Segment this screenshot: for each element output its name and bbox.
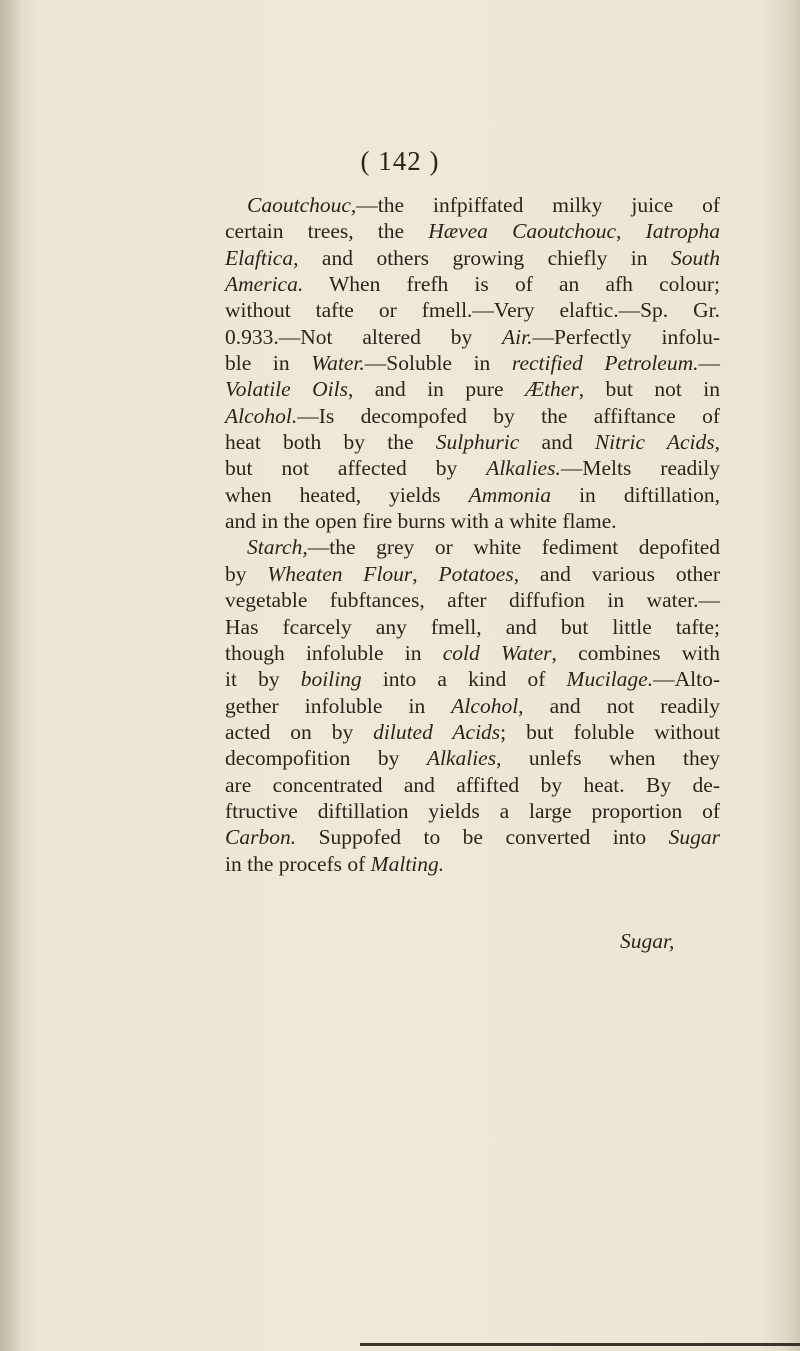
text-run: —Perfectly infolu- bbox=[532, 324, 720, 349]
body-text bbox=[225, 192, 720, 877]
text-run: , bbox=[616, 219, 646, 244]
italic-term: Air. bbox=[502, 324, 533, 349]
italic-term: Potatoes bbox=[438, 561, 514, 586]
text-run: it by bbox=[225, 667, 301, 692]
italic-term: Nitric Acids bbox=[594, 430, 715, 455]
page-gutter-shadow bbox=[0, 0, 22, 1351]
text-run: in diftillation, bbox=[551, 482, 720, 507]
text-run: vegetable fubftances, after diffufion in water.— bbox=[225, 588, 720, 613]
text-line bbox=[225, 271, 720, 297]
text-run: , and not readily bbox=[518, 693, 720, 718]
text-line bbox=[225, 429, 720, 455]
text-run: , bbox=[412, 561, 439, 586]
text-run: ; but foluble without bbox=[500, 719, 721, 744]
text-run: —Melts readily bbox=[560, 456, 720, 481]
italic-term: Starch, bbox=[247, 535, 308, 560]
text-run: heat both by the bbox=[225, 430, 436, 455]
text-line bbox=[225, 403, 720, 429]
text-run: without tafte or fmell.—Very elaftic.—Sp. Gr. bbox=[225, 298, 720, 323]
italic-term: Hævea Caoutchouc bbox=[428, 219, 616, 244]
text-line bbox=[225, 376, 720, 402]
text-run: 0.933.—Not altered by bbox=[225, 324, 503, 349]
italic-term: South bbox=[671, 245, 720, 270]
italic-term: Sugar bbox=[668, 825, 720, 850]
text-run: , and in pure bbox=[347, 377, 525, 402]
text-run: into a kind of bbox=[361, 667, 567, 692]
italic-term: Water. bbox=[311, 351, 365, 376]
text-line bbox=[225, 324, 720, 350]
text-line bbox=[225, 693, 720, 719]
text-run: acted on by bbox=[225, 719, 374, 744]
italic-term: cold Water bbox=[442, 640, 552, 665]
text-run: ftructive diftillation yields a large proportion of bbox=[225, 798, 720, 823]
text-run: and bbox=[519, 430, 595, 455]
italic-term: Wheaten Flour bbox=[267, 561, 413, 586]
text-run: , and various other bbox=[513, 561, 720, 586]
text-run: when heated, yields bbox=[225, 482, 469, 507]
text-run: , combines with bbox=[551, 640, 720, 665]
text-run: ble in bbox=[225, 351, 312, 376]
text-run: gether infoluble in bbox=[225, 693, 452, 718]
text-line bbox=[225, 192, 720, 218]
page-number: ( 142 ) bbox=[360, 146, 440, 176]
italic-term: rectified Petroleum. bbox=[511, 351, 699, 376]
text-line bbox=[225, 745, 720, 771]
text-line bbox=[225, 534, 720, 560]
text-line bbox=[225, 587, 720, 613]
text-line bbox=[225, 245, 720, 271]
text-line bbox=[225, 482, 720, 508]
text-line bbox=[225, 824, 720, 850]
text-run: , and others growing chiefly in bbox=[293, 245, 672, 270]
text-line bbox=[225, 614, 720, 640]
italic-term: Malting. bbox=[370, 851, 445, 876]
text-run: in the procefs of bbox=[225, 851, 371, 876]
text-run: though infoluble in bbox=[225, 640, 443, 665]
catchword: Sugar, bbox=[620, 929, 675, 953]
italic-term: Alcohol. bbox=[225, 403, 298, 428]
text-run: —Is decompofed by the affiftance of bbox=[297, 403, 720, 428]
italic-term: Iatropha bbox=[645, 219, 720, 244]
italic-term: Caoutchouc, bbox=[247, 193, 357, 217]
italic-term: Elaftica bbox=[225, 245, 294, 270]
text-run: When frefh is of an afh colour; bbox=[303, 272, 720, 297]
text-run: certain trees, the bbox=[225, 219, 429, 244]
text-run: and in the open fire burns with a white flame. bbox=[225, 509, 617, 534]
italic-term: Carbon. bbox=[225, 825, 297, 850]
text-run: are concentrated and affifted by heat. By de- bbox=[225, 772, 720, 797]
text-line bbox=[225, 455, 720, 481]
text-line bbox=[225, 297, 720, 323]
text-run: —the grey or white fediment depofited bbox=[307, 535, 720, 560]
italic-term: diluted Acids bbox=[373, 719, 501, 744]
page-bottom-rule bbox=[360, 1343, 800, 1346]
text-run: decompofition by bbox=[225, 746, 427, 771]
text-run: by bbox=[225, 561, 268, 586]
italic-term: Sulphuric bbox=[435, 430, 520, 455]
text-run: but not affected by bbox=[225, 456, 487, 481]
text-line bbox=[225, 851, 720, 877]
text-line bbox=[225, 719, 720, 745]
text-line bbox=[225, 508, 720, 534]
italic-term: Ammonia bbox=[468, 482, 552, 507]
text-run: Suppofed to be converted into bbox=[296, 825, 669, 850]
italic-term: Alkalies bbox=[426, 746, 497, 771]
italic-term: Alkalies. bbox=[486, 456, 561, 481]
text-run: , but not in bbox=[578, 377, 721, 402]
text-line bbox=[225, 772, 720, 798]
italic-term: Æther bbox=[524, 377, 579, 402]
text-line bbox=[225, 798, 720, 824]
italic-term: Volatile Oils bbox=[225, 377, 348, 402]
text-line bbox=[225, 666, 720, 692]
text-run: Has fcarcely any fmell, and but little tafte; bbox=[225, 614, 720, 639]
page-edge-shadow bbox=[786, 0, 800, 1351]
italic-term: Alcohol bbox=[451, 693, 519, 718]
text-line bbox=[225, 218, 720, 244]
text-line bbox=[225, 640, 720, 666]
text-run: , bbox=[714, 430, 720, 455]
text-line bbox=[225, 561, 720, 587]
italic-term: Mucilage. bbox=[566, 667, 654, 692]
text-run: , unlefs when they bbox=[496, 746, 720, 771]
italic-term: boiling bbox=[300, 667, 362, 692]
text-run: —Alto- bbox=[653, 667, 720, 692]
italic-term: America. bbox=[225, 272, 304, 297]
text-run: —Soluble in bbox=[364, 351, 512, 376]
text-run: —the infpiffated milky juice of bbox=[356, 193, 720, 217]
text-run: — bbox=[698, 351, 720, 376]
text-line bbox=[225, 350, 720, 376]
